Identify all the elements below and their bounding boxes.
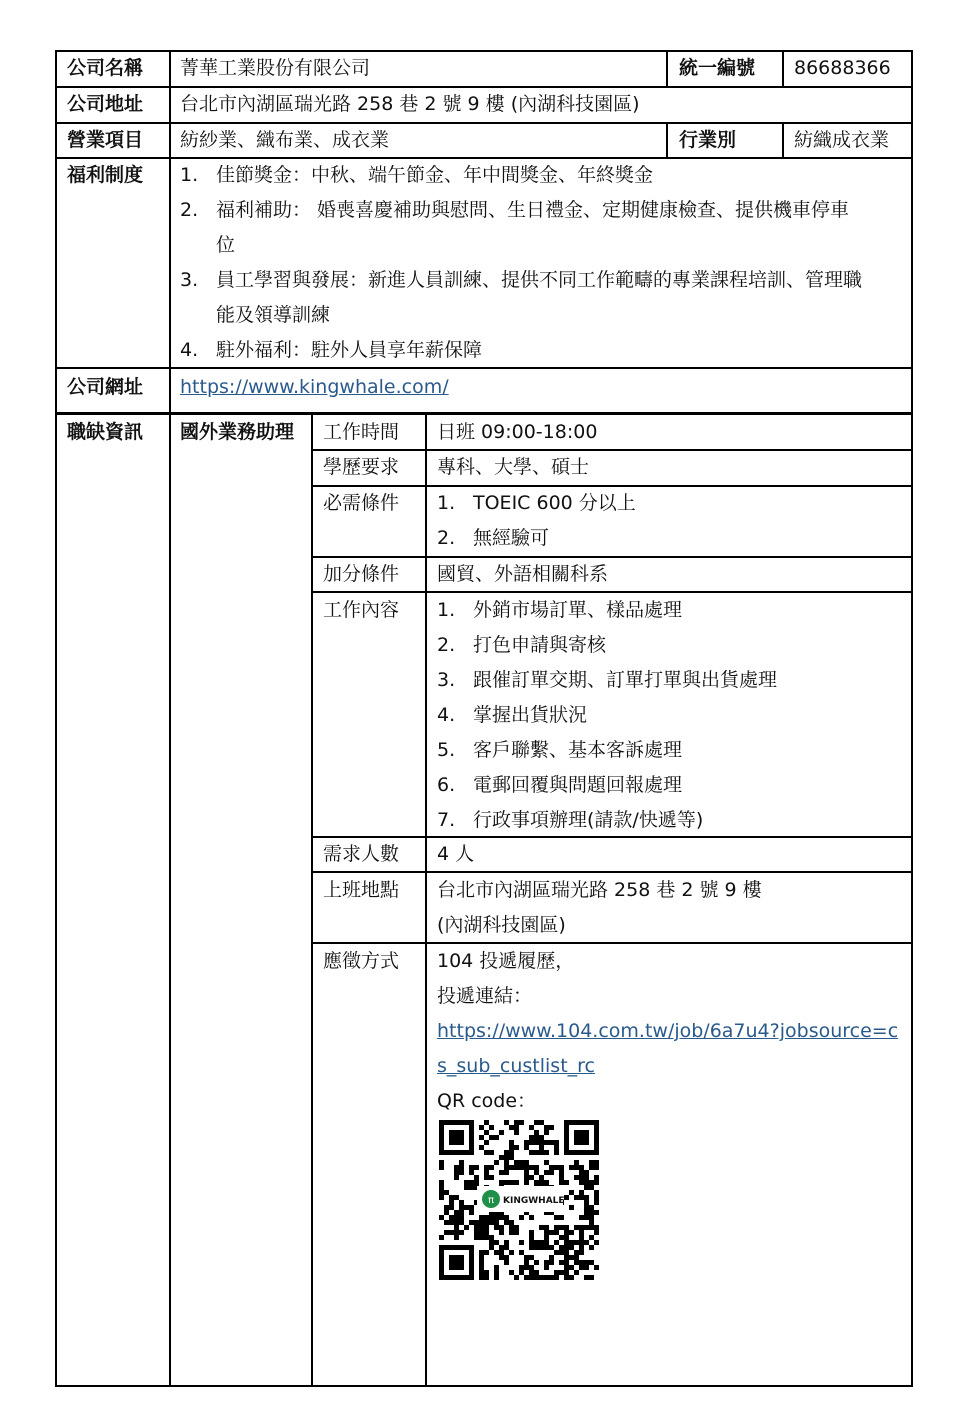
apply-link-continued[interactable]: s_sub_custlist_rc: [437, 1055, 595, 1077]
list-item: 外銷市場訂單、樣品處理: [473, 599, 683, 621]
qr-logo-text: KINGWHALE: [503, 1196, 565, 1206]
bonus-conditions: 國貿、外語相關科系: [437, 563, 609, 585]
headcount: 4 人: [437, 843, 475, 865]
list-item: TOEIC 600 分以上: [473, 492, 636, 514]
list-item: 打色申請與寄核: [473, 634, 607, 656]
website-label: 公司網址: [67, 376, 144, 398]
company-info-table: [55, 50, 913, 1386]
list-item: 佳節獎金：中秋、端午節金、年中間獎金、年終獎金: [216, 164, 654, 186]
apply-label: 應徵方式: [323, 950, 400, 972]
list-item-number: 3.: [437, 669, 456, 691]
list-item-number: 1.: [437, 599, 456, 621]
list-item-number: 4.: [437, 704, 456, 726]
job-title: 國外業務助理: [180, 421, 295, 443]
list-item-number: 3.: [180, 269, 199, 291]
required-label: 必需條件: [323, 492, 400, 514]
qr-code-label: QR code：: [437, 1090, 537, 1112]
company-address: 台北市內湖區瑞光路 258 巷 2 號 9 樓 (內湖科技園區): [180, 93, 640, 115]
list-item-continued: 位: [216, 234, 236, 256]
tax-id: 86688366: [794, 57, 891, 79]
apply-link[interactable]: https://www.104.com.tw/job/6a7u4?jobsource=c: [437, 1020, 899, 1042]
education-label: 學歷要求: [323, 456, 400, 478]
list-item-number: 5.: [437, 739, 456, 761]
tax-id-label: 統一編號: [679, 57, 756, 79]
business-items: 紡紗業、織布業、成衣業: [180, 129, 390, 151]
qr-code-image[interactable]: [439, 1120, 599, 1280]
list-item: 電郵回覆與問題回報處理: [473, 774, 683, 796]
list-item: 客戶聯繫、基本客訴處理: [473, 739, 683, 761]
work-location: 台北市內湖區瑞光路 258 巷 2 號 9 樓: [437, 879, 762, 901]
list-item: 掌握出貨狀況: [473, 704, 588, 726]
list-item-number: 2.: [437, 634, 456, 656]
work-hours: 日班 09:00-18:00: [437, 421, 598, 443]
list-item: 跟催訂單交期、訂單打單與出貨處理: [473, 669, 778, 691]
address-label: 公司地址: [67, 93, 144, 115]
education: 專科、大學、碩士: [437, 456, 590, 478]
list-item-number: 2.: [437, 527, 456, 549]
welfare-label: 福利制度: [67, 164, 144, 186]
svg-text:π: π: [487, 1195, 495, 1206]
industry-label: 行業別: [679, 129, 737, 151]
list-item: 行政事項辦理(請款/快遞等): [473, 809, 704, 831]
company-website-link[interactable]: https://www.kingwhale.com/: [180, 376, 449, 398]
business-label: 營業項目: [67, 129, 144, 151]
apply-method: 104 投遞履歷，: [437, 950, 575, 972]
company-name: 菁華工業股份有限公司: [180, 57, 371, 79]
list-item-number: 1.: [180, 164, 199, 186]
list-item-number: 7.: [437, 809, 456, 831]
bonus-label: 加分條件: [323, 563, 400, 585]
list-item-number: 1.: [437, 492, 456, 514]
list-item-number: 4.: [180, 339, 199, 361]
list-item-number: 6.: [437, 774, 456, 796]
location-label: 上班地點: [323, 879, 400, 901]
duties-label: 工作內容: [323, 599, 400, 621]
list-item: 駐外福利：駐外人員享年薪保障: [216, 339, 483, 361]
list-item: 無經驗可: [473, 527, 550, 549]
list-item-number: 2.: [180, 199, 199, 221]
work-location-detail: (內湖科技園區): [437, 914, 566, 936]
apply-link-label: 投遞連結：: [437, 985, 533, 1007]
list-item-continued: 能及領導訓練: [216, 304, 331, 326]
industry: 紡織成衣業: [794, 129, 890, 151]
company-name-label: 公司名稱: [67, 57, 144, 79]
list-item: 福利補助： 婚喪喜慶補助與慰問、生日禮金、定期健康檢查、提供機車停車: [216, 199, 850, 221]
headcount-label: 需求人數: [323, 843, 400, 865]
list-item: 員工學習與發展：新進人員訓練、提供不同工作範疇的專業課程培訓、管理職: [216, 269, 863, 291]
hours-label: 工作時間: [323, 421, 400, 443]
job-section-label: 職缺資訊: [67, 421, 144, 443]
